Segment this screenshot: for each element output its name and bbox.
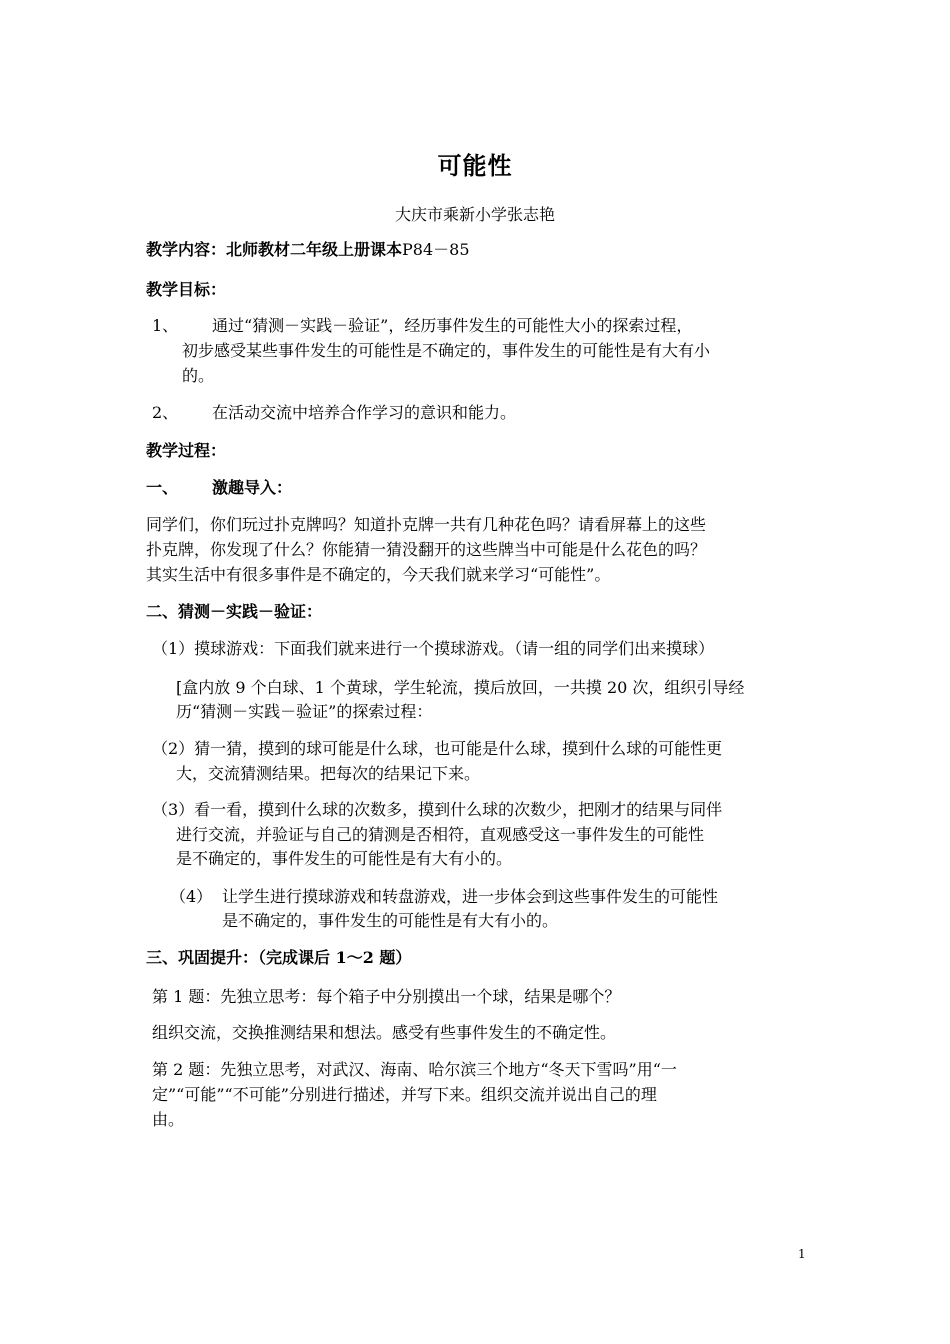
goal-1-line-2: 初步感受某些事件发生的可能性是不确定的，事件发生的可能性是有大有小 <box>182 341 711 360</box>
question-1-follow: 组织交流，交换推测结果和想法。感受有些事件发生的不确定性。 <box>152 1023 617 1042</box>
question-1: 第 1 题：先独立思考：每个箱子中分别摸出一个球，结果是哪个？ <box>152 987 621 1006</box>
goal-2-number: 2、 <box>152 403 179 422</box>
step-3-line-2: 进行交流，并验证与自己的猜测是否相符，直观感受这一事件发生的可能性 <box>176 825 705 844</box>
step-1-note-line-1: [盒内放 9 个白球、1 个黄球，学生轮流，摸后放回，一共摸 20 次，组织引导经 <box>176 678 745 697</box>
step-3-line-1: （3）看一看，摸到什么球的次数多，摸到什么球的次数少，把刚才的结果与同伴 <box>152 800 723 819</box>
content-text: 北师教材二年级上册课本 <box>226 240 403 259</box>
step-4-line-2: 是不确定的，事件发生的可能性是有大有小的。 <box>222 911 559 930</box>
goal-1-line-1: 通过“猜测－实践－验证”，经历事件发生的可能性大小的探索过程， <box>212 316 693 335</box>
content-line <box>146 238 470 262</box>
process-heading: 教学过程： <box>146 441 227 460</box>
step-4-number: （4） <box>170 887 213 906</box>
step-3-line-3: 是不确定的，事件发生的可能性是有大有小的。 <box>176 849 513 868</box>
page-number: 1 <box>798 1247 806 1261</box>
intro-line-3: 其实生活中有很多事件是不确定的，今天我们就来学习“可能性”。 <box>146 565 611 584</box>
section-3-note: （完成课后 1～2 题） <box>258 948 412 967</box>
intro-line-1: 同学们，你们玩过扑克牌吗？知道扑克牌一共有几种花色吗？请看屏幕上的这些 <box>146 515 707 534</box>
goals-heading: 教学目标： <box>146 280 227 299</box>
section-2-title: 二、猜测－实践－验证： <box>146 602 323 621</box>
question-2-line-2: 定”“可能”“不可能”分别进行描述，并写下来。组织交流并说出自己的理 <box>152 1085 657 1104</box>
goal-2-line-1: 在活动交流中培养合作学习的意识和能力。 <box>212 403 517 422</box>
step-1: （1）摸球游戏：下面我们就来进行一个摸球游戏。（请一组的同学们出来摸球） <box>152 639 715 658</box>
intro-line-2: 扑克牌，你发现了什么？你能猜一猜没翻开的这些牌当中可能是什么花色的吗？ <box>146 540 707 559</box>
step-1-note-line-2: 历“猜测－实践－验证”的探索过程： <box>176 702 433 721</box>
section-1-number: 一、 <box>146 478 179 497</box>
author-line: 大庆市乘新小学张志艳 <box>394 205 555 224</box>
question-2-line-1: 第 2 题：先独立思考，对武汉、海南、哈尔滨三个地方“冬天下雪吗”用“一 <box>152 1060 677 1079</box>
goal-1-number: 1、 <box>152 316 179 335</box>
page-title: 可能性 <box>437 151 513 180</box>
section-3-line <box>146 946 411 970</box>
content-pages: P84－85 <box>402 240 470 259</box>
goal-1-line-3: 的。 <box>182 366 215 385</box>
question-2-line-3: 由。 <box>152 1110 185 1129</box>
content-label: 教学内容： <box>146 240 227 259</box>
step-2-line-1: （2）猜一猜，摸到的球可能是什么球，也可能是什么球，摸到什么球的可能性更 <box>152 739 723 758</box>
section-3-title: 三、巩固提升： <box>146 948 259 967</box>
step-4-line-1: 让学生进行摸球游戏和转盘游戏，进一步体会到这些事件发生的可能性 <box>222 887 719 906</box>
section-1-title: 激趣导入： <box>212 478 293 497</box>
step-2-line-2: 大，交流猜测结果。把每次的结果记下来。 <box>176 764 481 783</box>
